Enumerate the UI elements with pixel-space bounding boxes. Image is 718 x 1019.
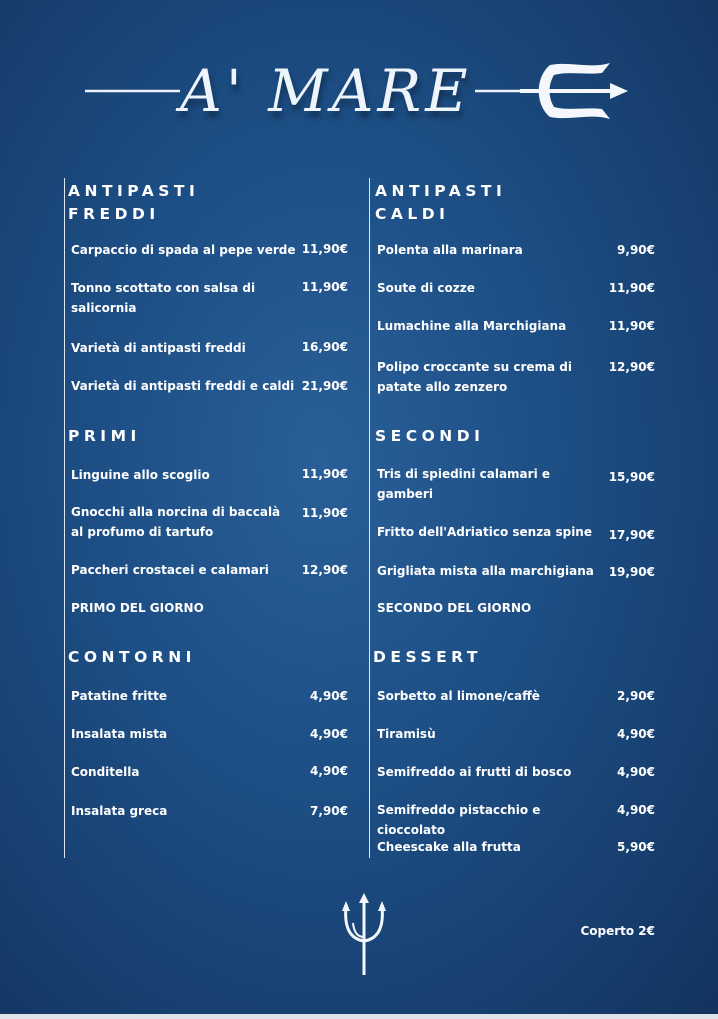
menu-item-price: 11,90€ [301, 506, 348, 520]
menu-item-name: Linguine allo scoglio [71, 468, 210, 482]
page-bottom-edge [0, 1014, 718, 1019]
menu-item-price: 16,90€ [301, 340, 348, 354]
menu-item-price: 11,90€ [301, 467, 348, 481]
menu-item-name: Conditella [71, 765, 140, 779]
menu-item-price: 12,90€ [301, 563, 348, 577]
menu-item-name: Sorbetto al limone/caffè [377, 689, 540, 703]
menu-item-name: Grigliata mista alla marchigiana [377, 564, 594, 578]
section-heading-dessert: DESSERT [373, 648, 482, 666]
menu-item-price: 12,90€ [608, 360, 655, 374]
brand-name: A' MARE [180, 57, 472, 125]
menu-item-name: Semifreddo pistacchio e cioccolato [377, 803, 541, 837]
menu-item-name: Paccheri crostacei e calamari [71, 563, 269, 577]
menu-item-name: Insalata mista [71, 727, 168, 741]
menu-item-price: 11,90€ [301, 280, 348, 294]
menu-item-price: 19,90€ [608, 565, 655, 579]
menu-item-name: SECONDO DEL GIORNO [377, 601, 532, 615]
section-heading-secondi: SECONDI [375, 427, 485, 445]
menu-item-name: Varietà di antipasti freddi e caldi [71, 379, 295, 393]
section-heading-contorni: CONTORNI [68, 648, 196, 666]
menu-item-name: Polenta alla marinara [377, 243, 523, 257]
menu-item-name: Lumachine alla Marchigiana [377, 319, 567, 333]
menu-item-price: 5,90€ [617, 840, 655, 854]
menu-item-name: Patatine fritte [71, 689, 167, 703]
coperto-charge: Coperto 2€ [580, 924, 655, 938]
menu-item-price: 15,90€ [608, 470, 655, 484]
menu-item-name: PRIMO DEL GIORNO [71, 601, 204, 615]
menu-item-price: 11,90€ [608, 319, 655, 333]
brand-logo [80, 55, 640, 145]
left-divider [64, 178, 65, 858]
menu-item-price: 17,90€ [608, 528, 655, 542]
section-heading-antipasti-freddi: ANTIPASTI FREDDI [68, 182, 200, 223]
menu-item-name: Fritto dell'Adriatico senza spine [377, 525, 592, 539]
menu-item-price: 4,90€ [310, 764, 348, 778]
menu-item-price: 2,90€ [617, 689, 655, 703]
menu-item-price: 4,90€ [310, 727, 348, 741]
menu-item-name: Soute di cozze [377, 281, 475, 295]
menu-item-name: Varietà di antipasti freddi [71, 341, 246, 355]
middle-divider [369, 178, 370, 858]
section-heading-antipasti-caldi: ANTIPASTI CALDI [375, 182, 507, 223]
menu-item-name: Tiramisù [377, 727, 436, 741]
menu-item-price: 21,90€ [301, 379, 348, 393]
menu-item-name: Tonno scottato con salsa di salicornia [71, 281, 256, 315]
menu-item-name: Gnocchi alla norcina di baccalà al profumo di tartufo [71, 505, 281, 539]
section-heading-primi: PRIMI [68, 427, 141, 445]
menu-item-name: Carpaccio di spada al pepe verde [71, 243, 296, 257]
menu-item-price: 9,90€ [617, 243, 655, 257]
menu-item-price: 4,90€ [310, 689, 348, 703]
menu-item-price: 11,90€ [608, 281, 655, 295]
menu-item-price: 7,90€ [310, 804, 348, 818]
trident-icon [340, 893, 388, 977]
menu-item-name: Semifreddo ai frutti di bosco [377, 765, 572, 779]
menu-item-name: Cheescake alla frutta [377, 840, 521, 854]
menu-item-price: 4,90€ [617, 765, 655, 779]
menu-item-price: 11,90€ [301, 242, 348, 256]
menu-item-name: Tris di spiedini calamari e gamberi [377, 467, 550, 501]
menu-item-name: Polipo croccante su crema di patate allo zenzero [377, 360, 572, 394]
menu-item-price: 4,90€ [617, 803, 655, 817]
menu-item-name: Insalata greca [71, 804, 168, 818]
menu-item-price: 4,90€ [617, 727, 655, 741]
